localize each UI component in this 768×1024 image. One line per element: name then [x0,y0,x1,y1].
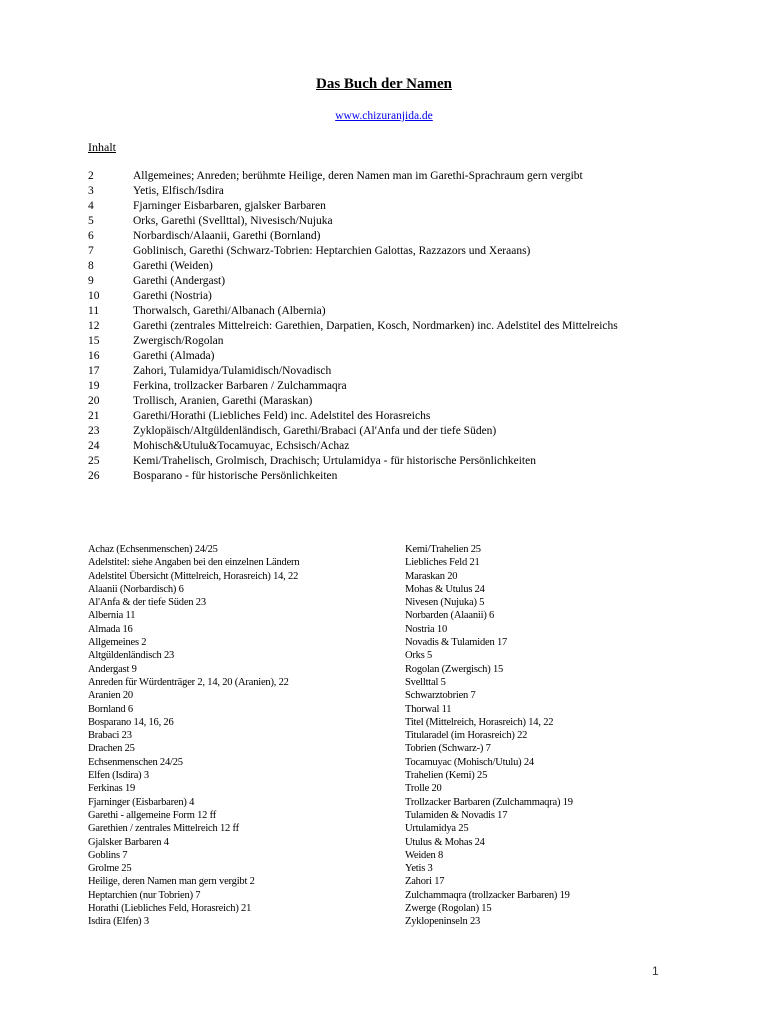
index-column-left [88,543,388,929]
index-entry: Tocamuyac (Mohisch/Utulu) 24 [405,756,534,768]
toc-entry-text: Zyklopäisch/Altgüldenländisch, Garethi/Brabaci (Al'Anfa und der tiefe Süden) [133,425,497,437]
index-entry: Ferkinas 19 [88,783,136,795]
index-entry: Trolle 20 [405,783,442,795]
index-entry: Aranien 20 [88,690,133,702]
toc-entry-text: Zahori, Tulamidya/Tulamidisch/Novadisch [133,365,332,377]
index-entry: Adelstitel Übersicht (Mittelreich, Horasreich) 14, 22 [88,570,299,582]
toc-entry-text: Garethi (Andergast) [133,275,226,287]
toc-entry-text: Garethi (Almada) [133,350,215,362]
toc-page-number: 26 [88,470,100,482]
toc-row [88,454,728,469]
toc-row [88,424,728,439]
index-entry: Anreden für Würdenträger 2, 14, 20 (Aranien), 22 [88,676,289,688]
toc-row [88,184,728,199]
toc-row [88,274,728,289]
index-entry: Titel (Mittelreich, Horasreich) 14, 22 [405,716,554,728]
index-entry: Schwarztobrien 7 [405,690,476,702]
index-entry: Liebliches Feld 21 [405,557,480,569]
toc-row [88,319,728,334]
index-entry: Alaanii (Norbardisch) 6 [88,583,184,595]
toc-entry-text: Norbardisch/Alaanii, Garethi (Bornland) [133,230,321,242]
index-entry: Urtulamidya 25 [405,823,469,835]
toc-page-number: 16 [88,350,100,362]
index-entry: Nivesen (Nujuka) 5 [405,597,485,609]
toc-entry-text: Yetis, Elfisch/Isdira [133,185,224,197]
toc-entry-text: Kemi/Trahelisch, Grolmisch, Drachisch; Urtulamidya - für historische Persönlichkeiten [133,455,536,467]
index-entry: Heilige, deren Namen man gern vergibt 2 [88,876,255,888]
toc-row [88,304,728,319]
index-entry: Garethi - allgemeine Form 12 ff [88,809,217,821]
index-entry: Zwerge (Rogolan) 15 [405,903,492,915]
index-entry: Heptarchien (nur Tobrien) 7 [88,889,201,901]
toc-page-number: 24 [88,440,100,452]
document-title: Das Buch der Namen [316,76,452,92]
toc-page-number: 4 [88,200,94,212]
index-entry: Achaz (Echsenmenschen) 24/25 [88,544,218,555]
toc-page-number: 11 [88,305,100,317]
toc-page-number: 15 [88,335,100,347]
index-entry: Grolme 25 [88,863,132,875]
table-of-contents [88,169,728,484]
toc-row [88,334,728,349]
toc-page-number: 19 [88,380,100,392]
toc-row [88,169,728,184]
index-entry: Orks 5 [405,650,433,662]
index-entry: Tobrien (Schwarz-) 7 [405,743,491,755]
index-entry: Utulus & Mohas 24 [405,836,485,848]
index-entry: Albernia 11 [88,610,136,622]
index-entry: Zulchammaqra (trollzacker Barbaren) 19 [405,889,570,901]
toc-row [88,364,728,379]
index-entry: Almada 16 [88,623,133,635]
toc-page-number: 7 [88,245,94,257]
index-entry: Allgemeines 2 [88,637,147,649]
page-number: 1 [652,964,659,978]
toc-page-number: 23 [88,425,100,437]
index-entry: Novadis & Tulamiden 17 [405,637,508,649]
index-entry: Echsenmenschen 24/25 [88,756,183,768]
index-entry: Bosparano 14, 16, 26 [88,716,174,728]
toc-entry-text: Garethi (Nostria) [133,290,212,302]
toc-row [88,379,728,394]
index-entry: Adelstitel: siehe Angaben bei den einzelnen Ländern [88,557,300,569]
toc-page-number: 20 [88,395,100,407]
toc-row [88,244,728,259]
index-entry: Rogolan (Zwergisch) 15 [405,663,504,675]
index-column-right [405,543,735,929]
index-entry: Mohas & Utulus 24 [405,583,485,595]
toc-entry-text: Allgemeines; Anreden; berühmte Heilige, deren Namen man im Garethi-Sprachraum gern vergibt [133,170,583,182]
toc-entry-text: Goblinisch, Garethi (Schwarz-Tobrien: Heptarchien Galottas, Razzazors und Xeraans) [133,245,531,257]
index-entry: Kemi/Trahelien 25 [405,544,481,555]
toc-page-number: 12 [88,320,100,332]
index-entry: Titularadel (im Horasreich) 22 [405,730,528,742]
toc-row [88,349,728,364]
toc-page-number: 17 [88,365,100,377]
index-entry: Trollzacker Barbaren (Zulchammaqra) 19 [405,796,573,808]
toc-entry-text: Mohisch&Utulu&Tocamuyac, Echsisch/Achaz [133,440,350,452]
toc-row [88,394,728,409]
index-entry: Brabaci 23 [88,730,132,742]
toc-row [88,289,728,304]
index-entry: Thorwal 11 [405,703,452,715]
index-entry: Drachen 25 [88,743,135,755]
toc-entry-text: Trollisch, Aranien, Garethi (Maraskan) [133,395,313,407]
website-link[interactable]: www.chizuranjida.de [335,110,433,122]
toc-page-number: 3 [88,185,94,197]
toc-row [88,439,728,454]
index-entry: Al'Anfa & der tiefe Süden 23 [88,597,206,609]
index-entry: Goblins 7 [88,849,128,861]
index-entry: Nostria 10 [405,623,448,635]
index-entry: Weiden 8 [405,849,444,861]
index-entry: Svellttal 5 [405,676,446,688]
index-entry: Trahelien (Kemi) 25 [405,770,488,782]
index-entry: Maraskan 20 [405,570,458,582]
toc-row [88,199,728,214]
toc-row [88,229,728,244]
toc-page-number: 9 [88,275,94,287]
index-entry: Andergast 9 [88,663,137,675]
index-entry: Zyklopeninseln 23 [405,916,481,928]
toc-row [88,214,728,229]
toc-page-number: 10 [88,290,100,302]
index-entry: Fjarninger (Eisbarbaren) 4 [88,796,195,808]
toc-entry-text: Fjarninger Eisbarbaren, gjalsker Barbaren [133,200,326,212]
toc-entry-text: Bosparano - für historische Persönlichkeiten [133,470,338,482]
toc-page-number: 6 [88,230,94,242]
toc-entry-text: Garethi/Horathi (Liebliches Feld) inc. Adelstitel des Horasreichs [133,410,431,422]
toc-page-number: 5 [88,215,94,227]
index-entry: Norbarden (Alaanii) 6 [405,610,495,622]
toc-row [88,259,728,274]
toc-entry-text: Garethi (zentrales Mittelreich: Garethien, Darpatien, Kosch, Nordmarken) inc. Adelstitel des Mittelreichs [133,320,618,332]
index-entry: Altgüldenländisch 23 [88,650,175,662]
toc-row [88,409,728,424]
toc-page-number: 25 [88,455,100,467]
toc-row [88,469,728,484]
toc-entry-text: Ferkina, trollzacker Barbaren / Zulchammaqra [133,380,347,392]
index-entry: Yetis 3 [405,863,433,875]
toc-page-number: 21 [88,410,100,422]
toc-page-number: 8 [88,260,94,272]
toc-page-number: 2 [88,170,94,182]
toc-entry-text: Thorwalsch, Garethi/Albanach (Albernia) [133,305,326,317]
index-entry: Horathi (Liebliches Feld, Horasreich) 21 [88,903,252,915]
toc-entry-text: Garethi (Weiden) [133,260,213,272]
index-entry: Bornland 6 [88,703,133,715]
index-entry: Isdira (Elfen) 3 [88,916,149,928]
index-entry: Gjalsker Barbaren 4 [88,836,169,848]
index-entry: Zahori 17 [405,876,445,888]
toc-entry-text: Orks, Garethi (Svellttal), Nivesisch/Nujuka [133,215,333,227]
index-entry: Garethien / zentrales Mittelreich 12 ff [88,823,239,835]
toc-entry-text: Zwergisch/Rogolan [133,335,224,347]
toc-heading: Inhalt [88,140,116,154]
index-entry: Tulamiden & Novadis 17 [405,809,508,821]
index-entry: Elfen (Isdira) 3 [88,770,149,782]
